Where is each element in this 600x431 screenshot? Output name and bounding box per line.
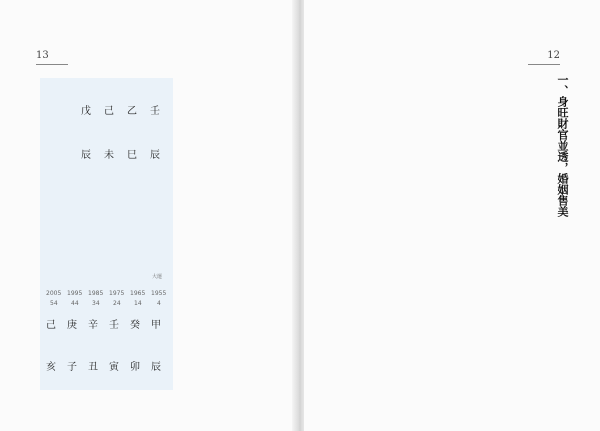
pillar-stem: 戊 [81, 106, 91, 117]
decade-branch: 寅 [109, 362, 119, 373]
pillar-stem: 己 [104, 106, 114, 117]
section-heading: 一、身旺財官並透，婚姻售美 [556, 74, 569, 217]
bazi-chart [40, 78, 173, 390]
pillar-branch: 巳 [127, 150, 137, 161]
decade-age: 14 [134, 300, 142, 307]
decade-branch: 丑 [88, 362, 98, 373]
pillar-stem: 乙 [127, 106, 137, 117]
decade-year: 1985 [88, 290, 104, 297]
decade-branch: 亥 [46, 362, 56, 373]
page-number: 13 [36, 50, 49, 61]
pillar-branch: 未 [104, 150, 114, 161]
decade-stem: 甲 [151, 320, 161, 331]
decade-stem: 庚 [67, 320, 77, 331]
page-number: 12 [547, 50, 560, 61]
chart-note: 大運 [152, 274, 163, 280]
decade-branch: 卯 [130, 362, 140, 373]
decade-stem: 己 [46, 320, 56, 331]
decade-age: 44 [71, 300, 79, 307]
decade-stem: 癸 [130, 320, 140, 331]
decade-year: 1955 [151, 290, 167, 297]
decade-year: 2005 [46, 290, 62, 297]
decade-year: 1965 [130, 290, 146, 297]
decade-age: 34 [92, 300, 100, 307]
decade-age: 54 [50, 300, 58, 307]
decade-year: 1975 [109, 290, 125, 297]
right-page [304, 0, 600, 431]
left-page [0, 0, 296, 431]
decade-age: 4 [157, 300, 161, 307]
decade-stem: 壬 [109, 320, 119, 331]
pillar-stem: 壬 [150, 106, 160, 117]
decade-year: 1995 [67, 290, 83, 297]
page-rule [528, 64, 560, 65]
decade-stem: 辛 [88, 320, 98, 331]
decade-branch: 辰 [151, 362, 161, 373]
decade-age: 24 [113, 300, 121, 307]
page-rule [36, 64, 68, 65]
pillar-branch: 辰 [150, 150, 160, 161]
pillar-branch: 辰 [81, 150, 91, 161]
decade-branch: 子 [67, 362, 77, 373]
